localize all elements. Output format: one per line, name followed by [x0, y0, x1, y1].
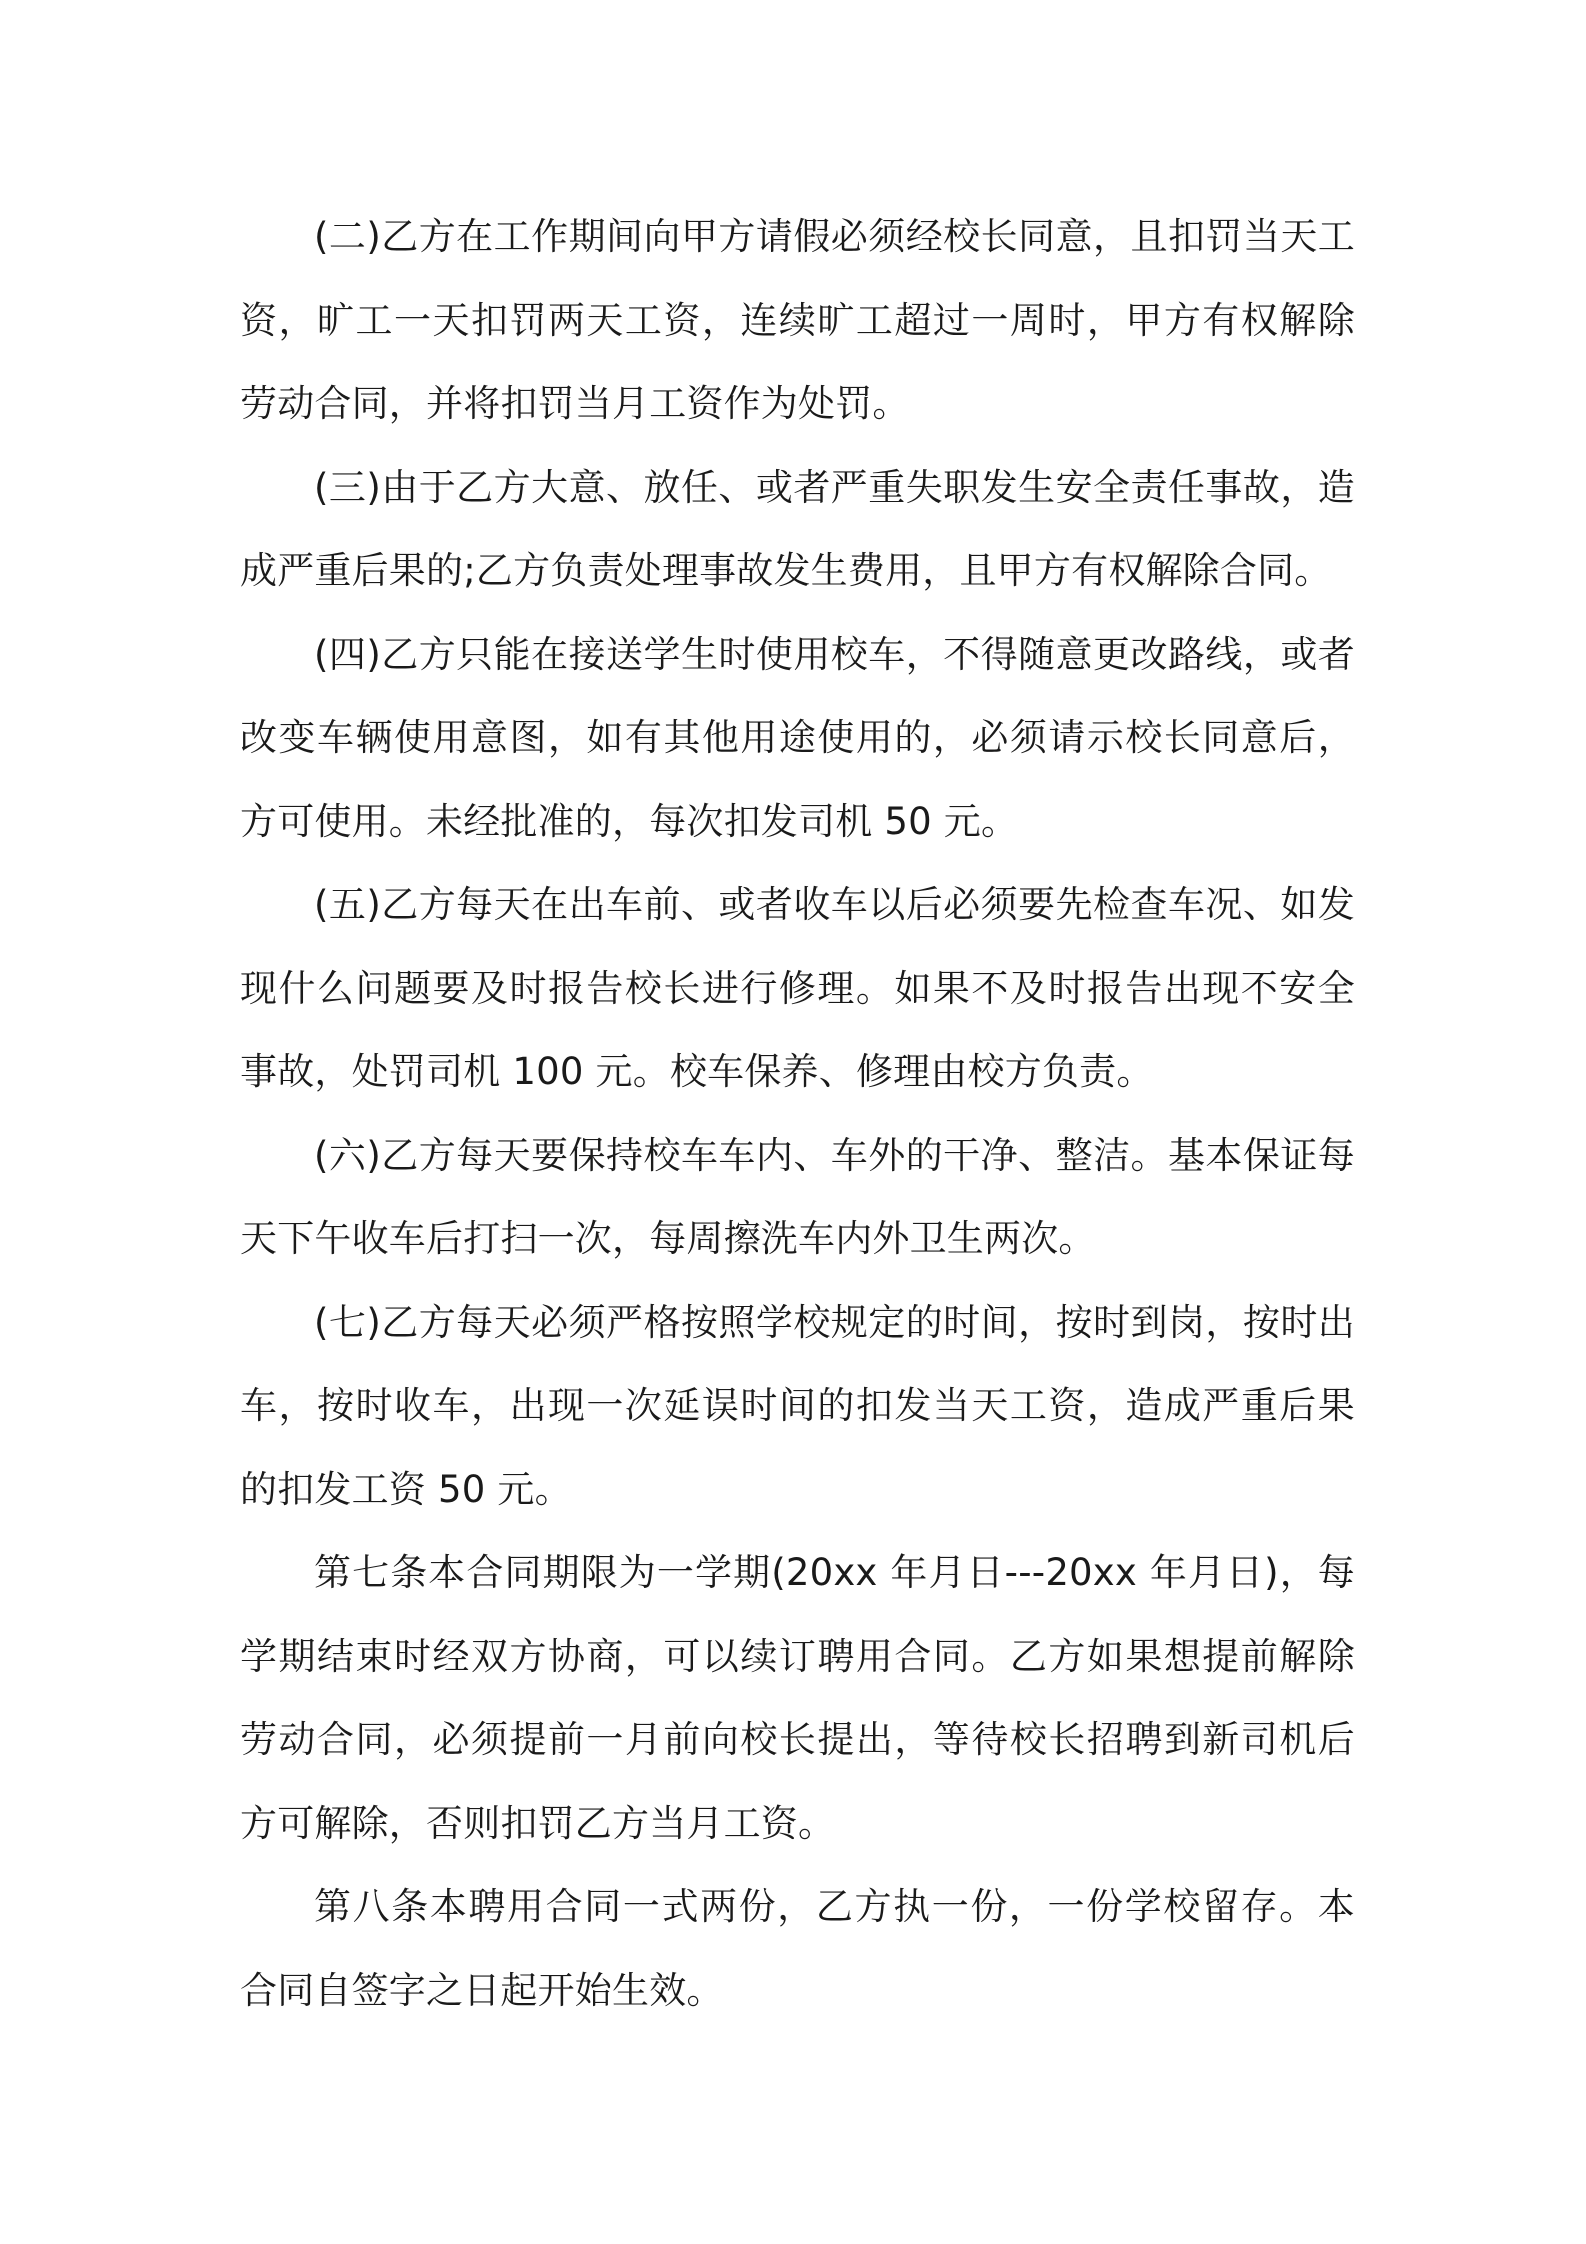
clause-7-punctuality: (七)乙方每天必须严格按照学校规定的时间，按时到岗，按时出车，按时收车，出现一次延误时间的扣发当天工资，造成严重后果的扣发工资 50 元。 [240, 1300, 1355, 1511]
clause-4-vehicle-use: (四)乙方只能在接送学生时使用校车，不得随意更改路线，或者改变车辆使用意图，如有其他用途使用的，必须请示校长同意后，方可使用。未经批准的，每次扣发司机 50 元。 [240, 632, 1355, 843]
document-body [240, 195, 1355, 2032]
clause-3-accident: (三)由于乙方大意、放任、或者严重失职发生安全责任事故，造成严重后果的;乙方负责处理事故发生费用，且甲方有权解除合同。 [240, 465, 1355, 592]
article-8-copies: 第八条本聘用合同一式两份，乙方执一份，一份学校留存。本合同自签字之日起开始生效。 [240, 1885, 1355, 2012]
clause-6-cleaning: (六)乙方每天要保持校车车内、车外的干净、整洁。基本保证每天下午收车后打扫一次，每周擦洗车内外卫生两次。 [240, 1133, 1355, 1260]
article-7-term: 第七条本合同期限为一学期(20xx 年月日---20xx 年月日)，每学期结束时经双方协商，可以续订聘用合同。乙方如果想提前解除劳动合同，必须提前一月前向校长提出，等待校长招聘到新司机后方可解除，否则扣罚乙方当月工资。 [240, 1551, 1355, 1845]
clause-5-inspection: (五)乙方每天在出车前、或者收车以后必须要先检查车况、如发现什么问题要及时报告校长进行修理。如果不及时报告出现不安全事故，处罚司机 100 元。校车保养、修理由校方负责。 [240, 883, 1355, 1093]
clause-2-leave: (二)乙方在工作期间向甲方请假必须经校长同意，且扣罚当天工资，旷工一天扣罚两天工资，连续旷工超过一周时，甲方有权解除劳动合同，并将扣罚当月工资作为处罚。 [240, 215, 1355, 425]
